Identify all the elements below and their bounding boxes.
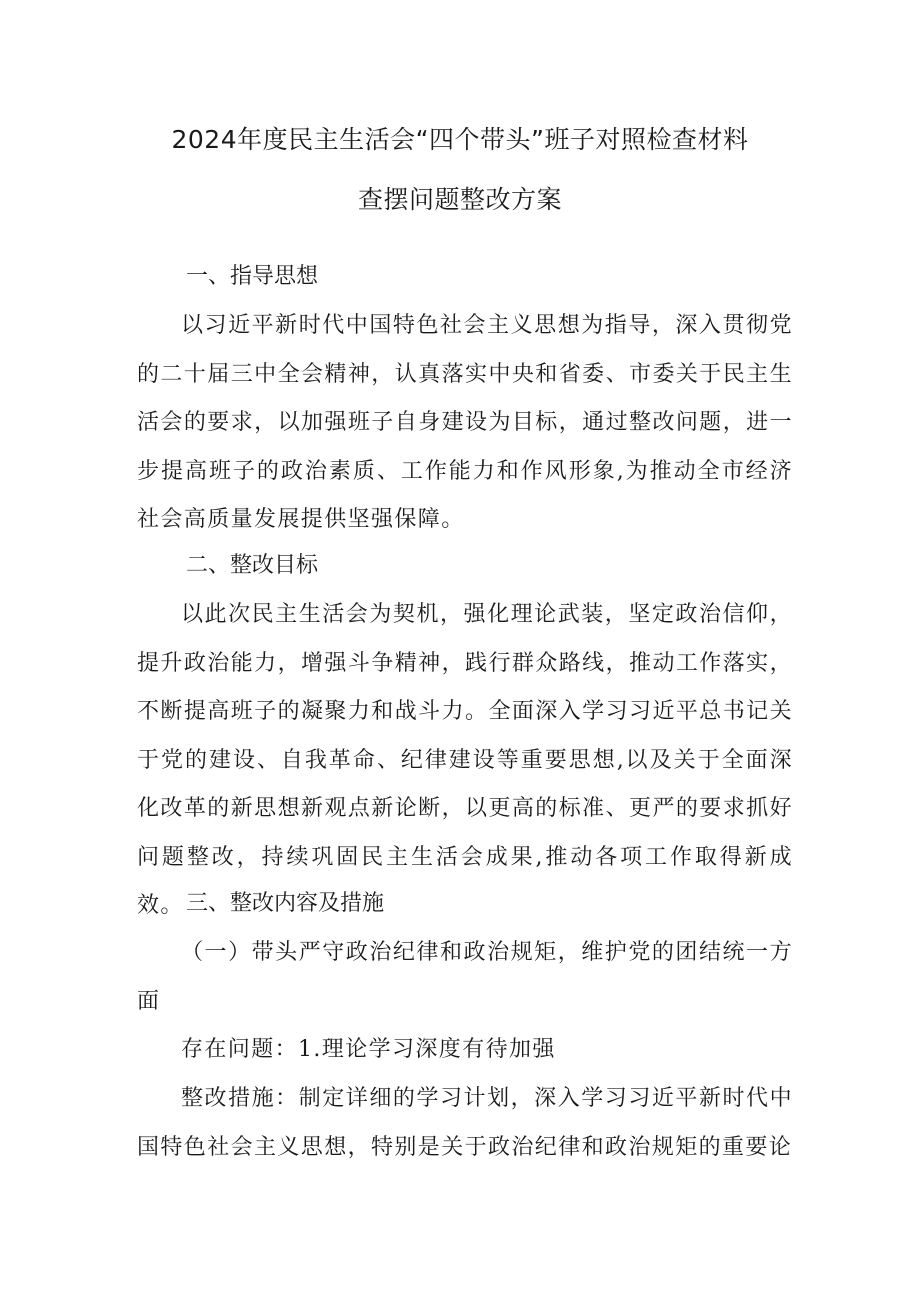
- section-heading-rectification-goals: 二、整改目标: [186, 553, 319, 578]
- problem-statement: 存在问题：1.理论学习深度有待加强: [181, 1037, 556, 1062]
- rectification-measure: 整改措施：制定详细的学习计划，深入学习习近平新时代中国特色社会主义思想，特别是关于政治纪律和政治规矩的重要论: [137, 1086, 793, 1160]
- section-paragraph-guiding-ideology: 以习近平新时代中国特色社会主义思想为指导，深入贯彻党的二十届三中全会精神，认真落实中央和省委、市委关于民主生活会的要求，以加强班子自身建设为目标，通过整改问题，进一步提高班子的政治素质、工作能力和作风形象,为推动全市经济社会高质量发展提供坚强保障。: [137, 313, 793, 532]
- document-title-line-1: 2024年度民主生活会“四个带头”班子对照检查材料: [171, 125, 749, 154]
- document-title-line-2: 查摆问题整改方案: [357, 185, 562, 214]
- section-heading-content-measures: 三、整改内容及措施: [186, 891, 385, 916]
- section-heading-guiding-ideology: 一、指导思想: [186, 264, 319, 289]
- section-paragraph-rectification-goals: 以此次民主生活会为契机，强化理论武装，坚定政治信仰，提升政治能力，增强斗争精神，践行群众路线，推动工作落实，不断提高班子的凝聚力和战斗力。全面深入学习习近平总书记关于党的建设、自我革命、纪律建设等重要思想,以及关于全面深化改革的新思想新观点新论断，以更高的标准、更严的要求抓好问题整改，持续巩固民主生活会成果,推动各项工作取得新成效。: [137, 602, 793, 918]
- subsection-heading-political-discipline: （一）带头严守政治纪律和政治规矩，维护党的团结统一方面: [137, 940, 793, 1014]
